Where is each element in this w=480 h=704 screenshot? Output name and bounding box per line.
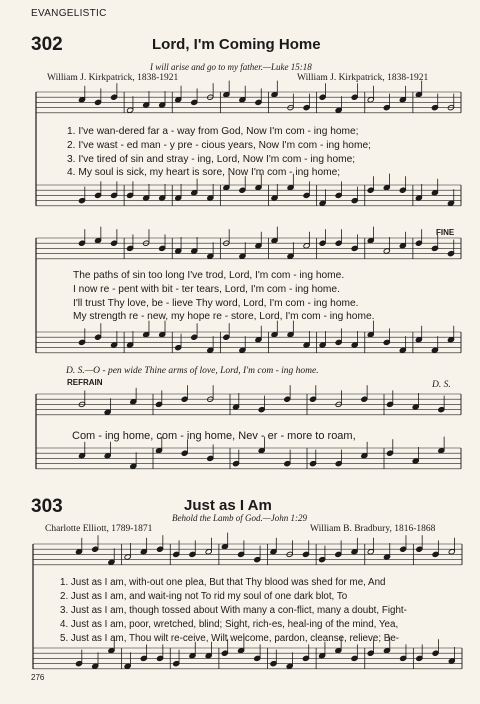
verse-line: 2. I've wast - ed man - y pre - cious years, Now I'm com - ing home; — [67, 140, 371, 151]
scripture-reference: Behold the Lamb of God.—John 1:29 — [172, 513, 307, 523]
verse-line: 1. I've wan-dered far a - way from God, Now I'm com - ing home; — [67, 126, 359, 137]
music-credit: William B. Bradbury, 1816-1868 — [310, 524, 436, 534]
page-number: 276 — [31, 673, 45, 682]
scripture-reference: I will arise and go to my father.—Luke 15:18 — [150, 62, 312, 72]
hymn-number: 302 — [31, 34, 63, 55]
words-credit: Charlotte Elliott, 1789-1871 — [45, 524, 153, 534]
verse-line: 3. Just as I am, though tossed about With many a con-flict, many a doubt, Fight- — [60, 605, 407, 616]
refrain-label: REFRAIN — [67, 378, 103, 387]
music-credit: William J. Kirkpatrick, 1838-1921 — [297, 73, 429, 83]
hymn-title: Lord, I'm Coming Home — [152, 36, 321, 53]
verse-line: I'll trust Thy love, be - lieve Thy word, Lord, I'm com - ing home. — [73, 298, 359, 309]
verse-line: 3. I've tired of sin and stray - ing, Lord, Now I'm com - ing home; — [67, 154, 356, 165]
verse-line: 4. My soul is sick, my heart is sore, Now I'm com - ing home; — [67, 167, 341, 178]
words-credit: William J. Kirkpatrick, 1838-1921 — [47, 73, 179, 83]
hymn-title: Just as I Am — [184, 497, 272, 514]
verse-line: 1. Just as I am, with-out one plea, But that Thy blood was shed for me, And — [60, 577, 386, 588]
ds-lyric-line: D. S.—O - pen wide Thine arms of love, Lord, I'm com - ing home. — [66, 366, 319, 376]
refrain-line: Com - ing home, com - ing home, Nev - er - more to roam, — [72, 430, 356, 442]
verse-line: 5. Just as I am, Thou wilt re-ceive, Wilt welcome, pardon, cleanse, relieve; Be- — [60, 633, 400, 644]
hymn-number: 303 — [31, 496, 63, 517]
ds-marking: D. S. — [432, 380, 451, 390]
verse-line: 4. Just as I am, poor, wretched, blind; Sight, rich-es, heal-ing of the mind, Yea, — [60, 619, 399, 630]
verse-line: The paths of sin too long I've trod, Lord, I'm com - ing home. — [73, 270, 345, 281]
verse-line: 2. Just as I am, and wait-ing not To rid my soul of one dark blot, To — [60, 591, 348, 602]
verse-line: I now re - pent with bit - ter tears, Lord, I'm com - ing home. — [73, 284, 340, 295]
verse-line: My strength re - new, my hope re - store, Lord, I'm com - ing home. — [73, 311, 375, 322]
fine-marking: FINE — [436, 228, 455, 237]
section-heading: EVANGELISTIC — [31, 8, 107, 19]
